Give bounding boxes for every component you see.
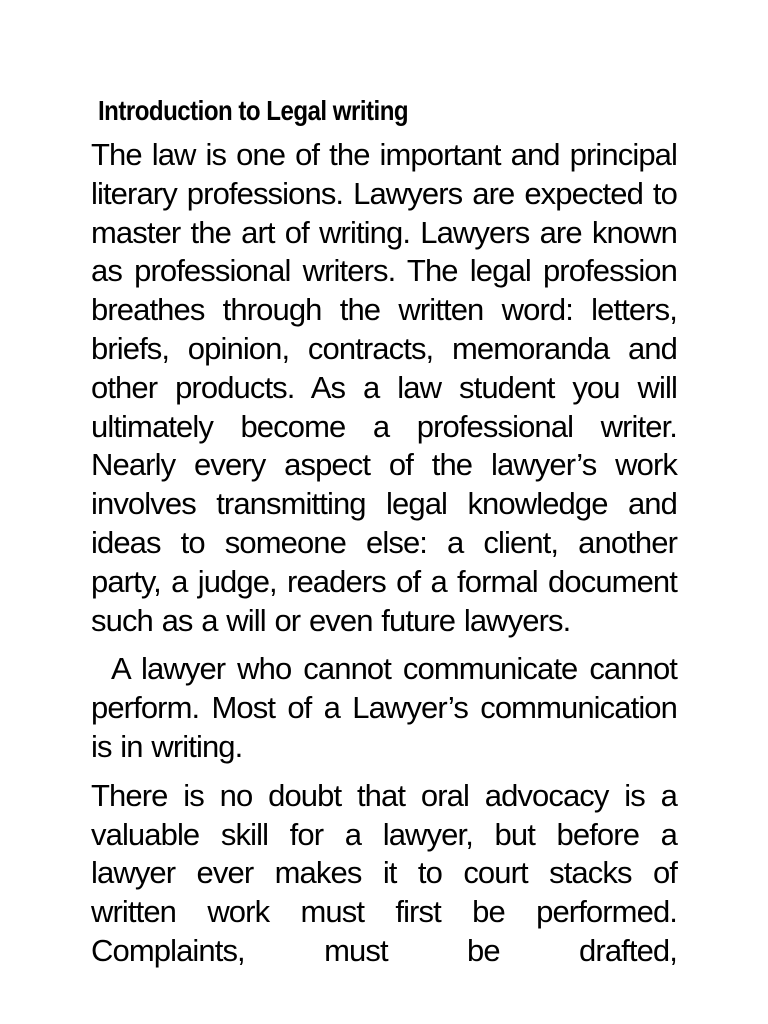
- paragraph-3: There is no doubt that oral advocacy is a valuable skill for a lawyer, but before a lawyer ever makes it to court stacks of written work must first be performed. Complaints, must be drafted,: [91, 777, 677, 968]
- paragraph-1: The law is one of the important and principal literary professions. Lawyers are expected to master the art of writing. Lawyers are known as professional writers. The legal profession breathes through the written word: letters, briefs, opinion, contracts, memoranda and other products. As a law student you will ultimately become a professional writer. Nearly every aspect of the lawyer’s work involves transmitting legal knowledge and ideas to someone else: a client, another party, a judge, readers of a formal document such as a will or even future lawyers.: [91, 137, 677, 638]
- paragraph-2: A lawyer who cannot communicate cannot perform. Most of a Lawyer’s communication is in writing.: [91, 651, 677, 764]
- document-body: [91, 92, 677, 981]
- document-title: Introduction to Legal writing: [98, 95, 409, 126]
